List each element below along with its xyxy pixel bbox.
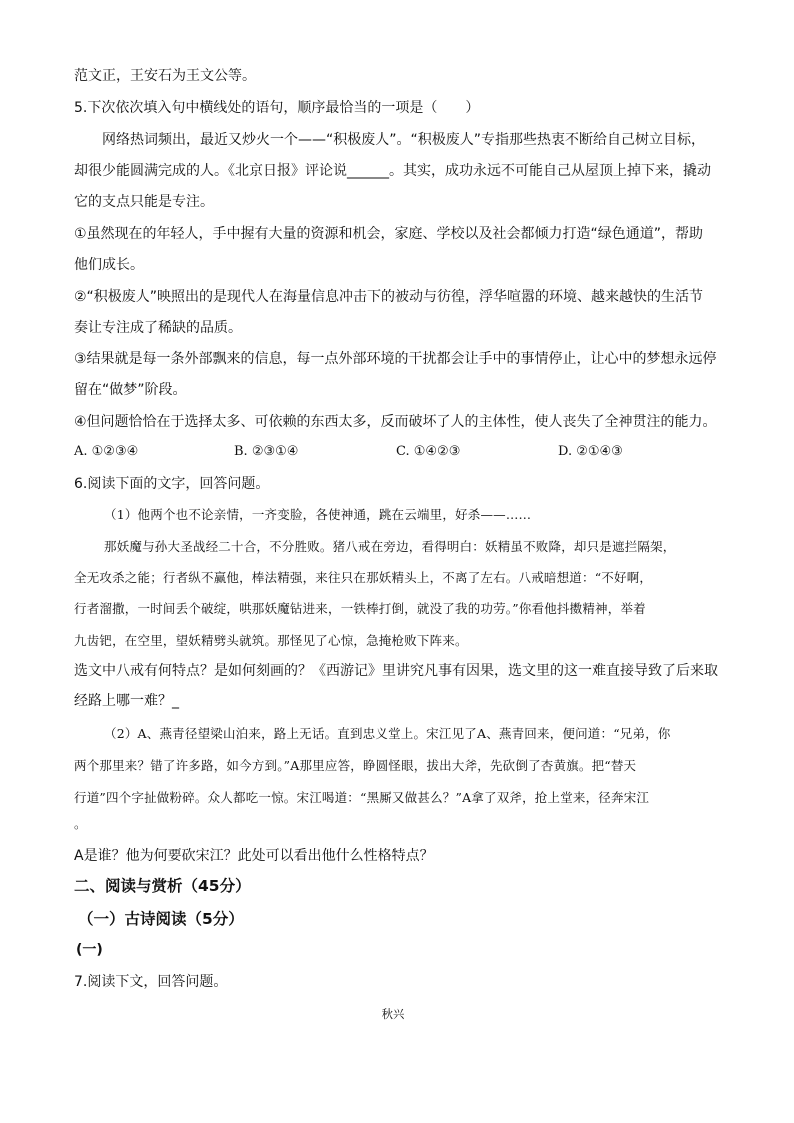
question-6-2: A是谁？他为何要砍宋江？此处可以看出他什么性格特点？	[74, 848, 434, 864]
section-heading: 二、阅读与赏析（45分）	[74, 877, 251, 895]
part-label: (一)	[76, 942, 103, 958]
sentence-1: ①虽然现在的年轻人，手中握有大量的资源和机会，家庭、学校以及社会都倾力打造“绿色通道”，帮助	[74, 226, 704, 242]
excerpt-1-text: 全无攻杀之能；行者纵不赢他，棒法精强，来往只在那妖精头上，不离了左右。八戒暗想道：“不好啊，	[74, 570, 653, 585]
excerpt-2-text: 两个那里来？错了许多路，如今方到。”A那里应答，睁圆怪眼，拔出大斧，先砍倒了杏黄旗。把“替天	[74, 758, 637, 773]
question-5-passage: 网络热词频出，最近又炒火一个——“积极废人”。“积极废人”专指那些热衷不断给自己树立目标，	[102, 132, 706, 148]
question-5-passage: 它的支点只能是专注。	[74, 194, 214, 210]
sentence-3: ③结果就是每一条外部飘来的信息，每一点外部环境的干扰都会让手中的事情停止，让心中的梦想永远停	[74, 351, 717, 367]
option-a: A. ①②③④	[74, 444, 139, 459]
sentence-1: 他们成长。	[74, 257, 144, 273]
option-d: D. ②①④③	[558, 444, 623, 459]
question-6-stem: 6.阅读下面的文字，回答问题。	[74, 476, 270, 492]
sentence-4: ④但问题恰恰在于选择太多、可依赖的东西太多，反而破坏了人的主体性，使人丧失了全神贯注的能力。	[74, 414, 717, 430]
excerpt-2-text: 行道”四个字扯做粉碎。众人都吃一惊。宋江喝道：“黑厮又做甚么？”A拿了双斧，抢上堂来，径奔宋江	[74, 790, 650, 805]
question-7-stem: 7.阅读下文，回答问题。	[74, 974, 228, 990]
option-c: C. ①④②③	[396, 444, 461, 459]
excerpt-1-heading: （1）他两个也不论亲情，一齐变脸，各使神通，跳在云端里，好杀——……	[104, 507, 532, 522]
excerpt-1-text: 行者溜撒，一时间丢个破绽，哄那妖魔钻进来，一铁棒打倒，就没了我的功劳。”你看他抖擞精神，举着	[74, 601, 646, 616]
question-6-1: 选文中八戒有何特点？是如何刻画的？《西游记》里讲究凡事有因果，选文里的这一难直接导致了后来取	[74, 663, 718, 679]
excerpt-2-text: 。	[74, 816, 87, 831]
excerpt-1-text: 那妖魔与孙大圣战经二十合，不分胜败。猪八戒在旁边，看得明白：妖精虽不败降，却只是遮拦隔架，	[104, 539, 676, 554]
sentence-3: 留在“做梦”阶段。	[74, 382, 187, 398]
subsection-heading: （一）古诗阅读（5分）	[78, 910, 244, 928]
question-5-stem: 5.下次依次填入句中横线处的语句，顺序最恰当的一项是（ ）	[74, 100, 480, 116]
poem-title: 秋兴	[381, 1007, 405, 1021]
excerpt-2-text: （2）A、燕青径望梁山泊来，路上无话。直到忠义堂上。宋江见了A、燕青回来，便问道：“兄弟，你	[104, 726, 671, 741]
excerpt-1-text: 九齿钯，在空里，望妖精劈头就筑。那怪见了心惊，急掩枪败下阵来。	[74, 633, 468, 648]
sentence-2: 奏让专注成了稀缺的品质。	[74, 320, 242, 336]
question-5-passage: 却很少能圆满完成的人。《北京日报》评论说______。其实，成功永远不可能自己从屋顶上掉下来，撬动	[74, 163, 711, 179]
option-b: B. ②③①④	[234, 444, 299, 459]
text-line: 范文正，王安石为王文公等。	[74, 68, 256, 84]
question-6-1: 经路上哪一难？_	[74, 693, 179, 709]
sentence-2: ②“积极废人”映照出的是现代人在海量信息冲击下的被动与彷徨，浮华喧嚣的环境、越来越快的生活节	[74, 289, 704, 305]
